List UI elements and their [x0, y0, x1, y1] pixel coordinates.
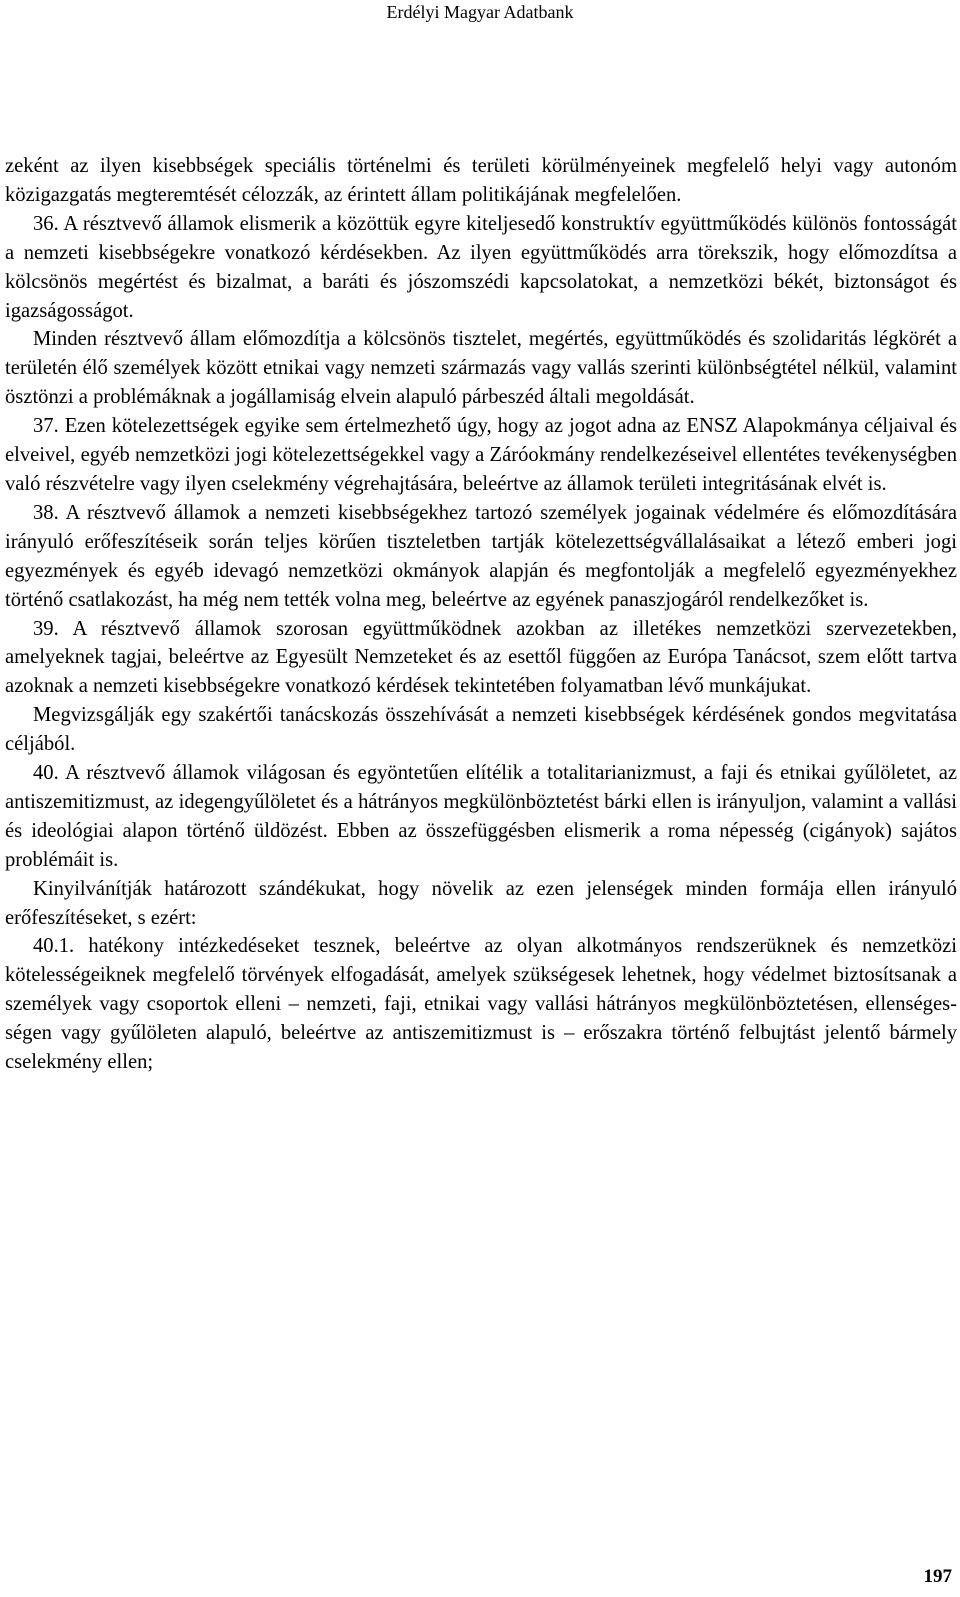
- paragraph-37: 37. Ezen kötelezettségek egyike sem értelmezhető úgy, hogy az jogot adna az ENSZ Alapokmánya céljaival és elveivel, egyéb nemzetközi jogi kötelezettségekkel vagy a Záróokmány rendelkezéseivel ellentétes tevékenységben való részvételre vagy ilyen cselekmény végrehajtására, beleértve az államok területi integritásának elvét is.: [5, 415, 957, 495]
- paragraph-38: 38. A résztvevő államok a nemzeti kisebbségekhez tartozó személyek jogainak védelmére és előmozdítására irányuló erőfeszítéseik során teljes körűen tiszteletben tartják kötelezettségvállalásaikat a létező emberi jogi egyezmények és egyéb idevagó nemzetközi okmányok alapján és megfontolják a megfelelő egyezményekhez történő csatlakozást, ha még nem tették volna meg, beleértve az egyének panaszjogáról rendelkezőket is.: [5, 501, 957, 611]
- paragraph-40: 40. A résztvevő államok világosan és egyöntetűen elítélik a totalitarianizmust, a faji és etnikai gyűlöletet, az antiszemitizmust, az idegengyűlöletet és a hátrányos megkülönböztetést bárki ellen is irányuljon, valamint a vallási és ideológiai alapon történő üldözést. Ebben az összefüggésben elismerik a roma népesség (cigányok) sajátos problémáit is.: [5, 762, 957, 871]
- paragraph-continuation: zeként az ilyen kisebbségek speciális történelmi és területi körülményeinek megfelelő helyi vagy autonóm közigazgatás megteremtését célozzák, az érintett állam politikájának megfelelően.: [5, 155, 957, 206]
- paragraph-36-continued: Minden résztvevő állam előmozdítja a kölcsönös tisztelet, megértés, együttműködés és szolidaritás légkörét a területén élő személyek között etnikai vagy nemzeti származás vagy vallás szerinti különbségtétel nélkül, valamint ösztönzi a problémáknak a jogállamiság elvein alapuló párbeszéd általi megoldását.: [5, 328, 957, 409]
- page-header: Erdélyi Magyar Adatbank: [386, 2, 574, 22]
- document-body: [5, 152, 957, 1077]
- paragraph-40-continued: Kinyilvánítják határozott szándékukat, hogy növelik az ezen jelenségek minden formája ellen irányuló erőfeszítéseket, s ezért:: [5, 877, 957, 929]
- page-number: 197: [923, 1566, 952, 1587]
- paragraph-39-continued: Megvizsgálják egy szakértői tanácskozás összehívását a nemzeti kisebbségek kérdésének gondos megvitatása céljából.: [5, 704, 957, 756]
- paragraph-40-1: 40.1. hatékony intézkedéseket tesznek, beleértve az olyan alkotmányos rendszerüknek és nemzetközi kötelességeiknek megfelelő törvények elfogadását, amelyek szükségesek lehetnek, hogy védelmet biztosítsanak a személyek vagy csoportok elleni – nemzeti, faji, etnikai vagy vallási hátrányos megkülönböztetésen, ellenségességen vagy gyűlöleten alapuló, beleértve az antiszemitizmust is – erőszakra történő felbujtást jelentő bármely cselekmény ellen;: [5, 935, 957, 1074]
- paragraph-39: 39. A résztvevő államok szorosan együttműködnek azokban az illetékes nemzetközi szervezetekben, amelyeknek tagjai, beleértve az Egyesült Nemzeteket és az esettől függően az Európa Tanácsot, szem előtt tartva azoknak a nemzeti kisebbségekre vonatkozó kérdések tekintetében folyamatban lévő munkájukat.: [5, 617, 957, 698]
- paragraph-36: 36. A résztvevő államok elismerik a közöttük egyre kiteljesedő konstruktív együttműködés különös fontosságát a nemzeti kisebbségekre vonatkozó kérdésekben. Az ilyen együttműködés arra törekszik, hogy előmozdítsa a kölcsönös megértést és bizalmat, a baráti és jószomszédi kapcsolatokat, a nemzetközi békét, biztonságot és igazságosságot.: [5, 212, 957, 322]
